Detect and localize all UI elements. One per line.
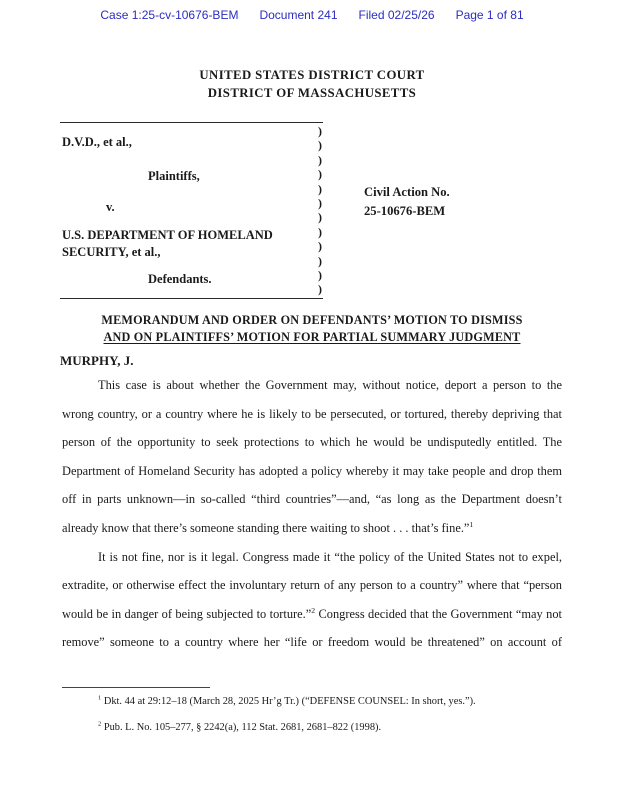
body-text <box>62 371 562 657</box>
caption-paren: ) <box>318 267 322 282</box>
footnote-number: 1 <box>98 694 102 702</box>
order-title-line1: MEMORANDUM AND ORDER ON DEFENDANTS’ MOTION TO DISMISS <box>101 313 523 327</box>
versus-label: v. <box>106 200 115 214</box>
caption-paren: ) <box>318 224 322 239</box>
footnote-separator <box>62 687 210 688</box>
caption-paren-column <box>318 124 322 297</box>
civil-action-label: Civil Action No. <box>364 185 450 199</box>
stamp-filed-date: Filed 02/25/26 <box>358 8 435 22</box>
caption-paren: ) <box>318 282 322 297</box>
footnote-number: 2 <box>98 720 102 728</box>
stamp-case-number: Case 1:25-cv-10676-BEM <box>100 8 239 22</box>
body-paragraph: This case is about whether the Government may, without notice, deport a person to the wrong country, or a country where he is likely to be persecuted, or tortured, thereby depriving that person of the opportunity to seek protections to which he would be undisputedly entitled. The Department of Homeland Security has adopted a policy whereby it may take people and drop them off in parts unknown—in so-called “third countries”—and, “as long as the Department doesn’t already know that there’s someone standing there waiting to shoot . . . that’s fine.”$^1$ <box>62 378 562 535</box>
caption-paren: ) <box>318 124 322 138</box>
caption-paren: ) <box>318 138 322 153</box>
case-caption <box>60 122 323 299</box>
body-paragraph: It is not fine, nor is it legal. Congress made it “the policy of the United States not to expel, extradite, or otherwise effect the involuntary return of any person to a country” where that “person would be in danger of being subjected to torture.”$^2$ Congress decided that the Government “may not remove” someone to a country where her “life or freedom would be threatened” on account of <box>62 549 562 650</box>
court-district: DISTRICT OF MASSACHUSETTS <box>207 86 417 100</box>
civil-action-number <box>364 183 450 220</box>
footnote: $^1$ Dkt. 44 at 29:12–18 (March 28, 2025 Hr’g Tr.) (“DEFENSE COUNSEL: In short, yes.”). <box>98 694 476 707</box>
defendant-role: Defendants. <box>148 272 212 286</box>
ecf-stamp <box>0 8 624 22</box>
court-heading <box>0 66 624 102</box>
footnote-ref: 2 <box>311 605 316 615</box>
order-title-line2: AND ON PLAINTIFFS’ MOTION FOR PARTIAL SUMMARY JUDGMENT <box>103 329 521 344</box>
caption-paren: ) <box>318 210 322 225</box>
court-name: UNITED STATES DISTRICT COURT <box>199 68 425 82</box>
caption-paren: ) <box>318 195 322 210</box>
order-title <box>0 312 624 345</box>
judge-name: MURPHY, J. <box>60 353 134 368</box>
plaintiff-role: Plaintiffs, <box>148 169 200 183</box>
defendant-name: U.S. DEPARTMENT OF HOMELAND SECURITY, et al., <box>62 228 273 259</box>
footnote-ref: 1 <box>469 519 474 529</box>
civil-action-value: 25-10676-BEM <box>364 203 446 218</box>
caption-paren: ) <box>318 239 322 254</box>
footnote: $^2$ Pub. L. No. 105–277, § 2242(a), 112 Stat. 2681, 2681–822 (1998). <box>98 720 382 733</box>
stamp-page-number: Page 1 of 81 <box>455 8 524 22</box>
caption-paren: ) <box>318 181 322 196</box>
stamp-document-number: Document 241 <box>259 8 338 22</box>
plaintiff-name: D.V.D., et al., <box>62 135 132 149</box>
footnotes <box>62 689 567 741</box>
caption-paren: ) <box>318 253 322 268</box>
caption-paren: ) <box>318 167 322 182</box>
caption-paren: ) <box>318 152 322 167</box>
